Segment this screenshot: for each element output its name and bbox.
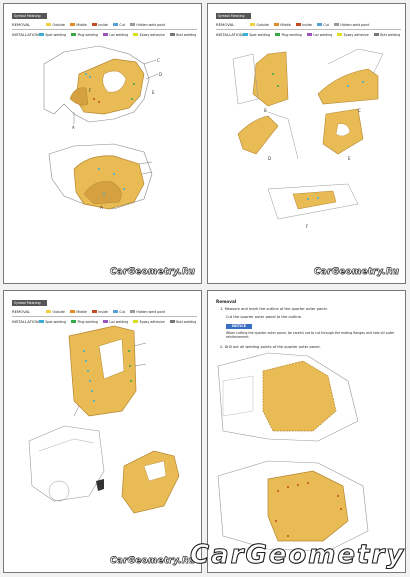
legend-item: Middle xyxy=(70,23,87,27)
legend-item: Epoxy adhesive xyxy=(337,33,369,37)
legend-item: Plug welding xyxy=(275,33,302,37)
legend-item: Plug welding xyxy=(71,320,98,324)
legend-item: Cut xyxy=(113,23,125,27)
legend-item: Middle xyxy=(274,23,291,27)
legend-item: Laz welding xyxy=(103,33,128,37)
symbol-meaning-header: Symbol Meaning xyxy=(216,13,251,19)
step-2: 2. Drill out all welding points of the quarter outer panel. xyxy=(220,345,321,349)
legend-item: Cut xyxy=(317,23,329,27)
legend-item: Epoxy adhesive xyxy=(133,33,165,37)
svg-text:C: C xyxy=(157,58,160,63)
watermark: CarGeometry.Ru xyxy=(109,267,195,277)
manual-page-3 xyxy=(3,290,202,573)
legend-removal-label: REMOVAL xyxy=(12,22,31,27)
legend-item: Inside xyxy=(296,23,312,27)
watermark: CarGeometry.Ru xyxy=(109,556,195,566)
legend-item: Outside xyxy=(250,23,269,27)
watermark: CarGeometry.Ru xyxy=(313,267,399,277)
figure-label-e: E xyxy=(348,156,351,161)
notice-badge: NOTICE xyxy=(226,324,252,329)
manual-page-1 xyxy=(3,3,202,284)
svg-text:D: D xyxy=(159,72,163,77)
removal-title: Removal xyxy=(216,299,237,304)
figure-label-a: A xyxy=(100,205,103,210)
legend-item: Inside xyxy=(92,310,108,314)
legend-item: Butt welding xyxy=(170,320,197,324)
legend-item: Laz welding xyxy=(307,33,332,37)
cut-outline-illustration xyxy=(208,291,406,573)
legend-item: Outside xyxy=(46,23,65,27)
legend-item: Hidden weld point xyxy=(334,23,369,27)
legend-item: Laz welding xyxy=(103,320,128,324)
legend-item: Middle xyxy=(70,310,87,314)
manual-page-2 xyxy=(207,3,406,284)
figure-label-d: D xyxy=(268,156,272,161)
legend-item: Butt welding xyxy=(374,33,401,37)
detail-illustrations xyxy=(208,4,406,284)
figure-label-b: B xyxy=(264,108,267,113)
svg-text:E: E xyxy=(152,90,155,95)
legend-installation-label: INSTALLATION xyxy=(12,319,39,324)
legend-item: Cut xyxy=(113,310,125,314)
step-1-sub: Cut the quarter outer panel to the outline. xyxy=(226,315,302,319)
legend-removal-label: REMOVAL xyxy=(12,309,31,314)
legend-item: Plug welding xyxy=(71,33,98,37)
symbol-meaning-header: Symbol Meaning xyxy=(12,300,47,306)
legend-item: Butt welding xyxy=(170,33,197,37)
legend-item: Outside xyxy=(46,310,65,314)
watermark-large: CarGeometry xyxy=(190,540,406,570)
legend-installation-label: INSTALLATION xyxy=(12,32,39,37)
legend-item: Spot welding xyxy=(243,33,270,37)
svg-text:A: A xyxy=(72,125,75,130)
legend-item: Spot welding xyxy=(39,320,66,324)
legend-item: Hidden weld point xyxy=(130,310,165,314)
legend-item: Hidden weld point xyxy=(130,23,165,27)
figure-label-c: C xyxy=(358,108,361,113)
legend-removal-label: REMOVAL xyxy=(216,22,235,27)
notice-text: When cutting the quarter outer panel, be careful not to cut through the mating flanges and side sill outer reinforcement. xyxy=(226,331,395,340)
figure-label-f: F xyxy=(306,224,309,229)
legend-item: Spot welding xyxy=(39,33,66,37)
legend-item: Inside xyxy=(92,23,108,27)
legend-installation-label: INSTALLATION xyxy=(216,32,243,37)
svg-text:F: F xyxy=(89,88,92,93)
symbol-meaning-header: Symbol Meaning xyxy=(12,13,47,19)
quarter-panel-install-illustration xyxy=(4,291,202,573)
quarter-panel-illustration xyxy=(4,4,202,284)
step-1: 1. Measure and mark the outline of the quarter outer panel. xyxy=(220,307,328,311)
manual-page-4 xyxy=(207,290,406,573)
legend-item: Epoxy adhesive xyxy=(133,320,165,324)
